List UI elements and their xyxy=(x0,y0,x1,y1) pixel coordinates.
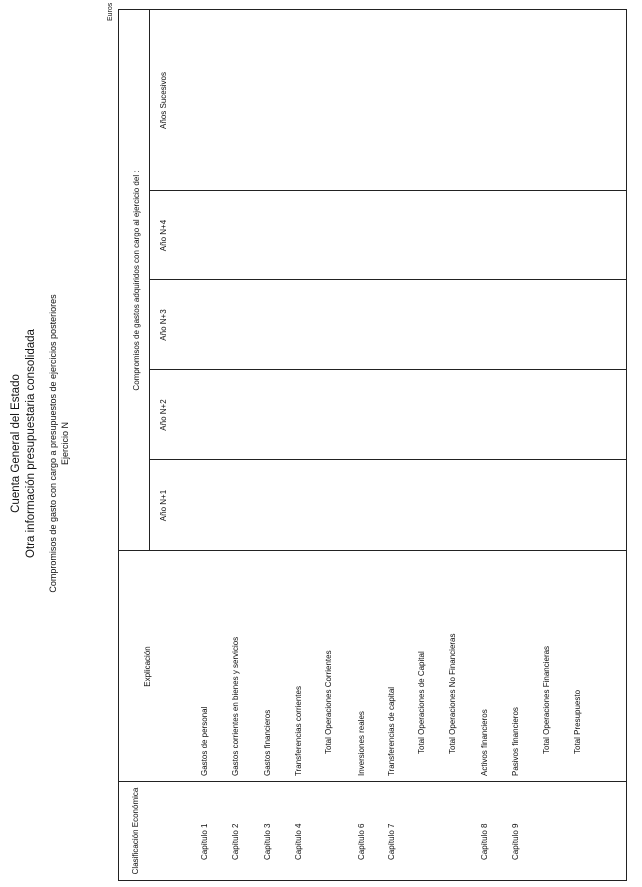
row-code: Capítulo 3 xyxy=(263,823,272,860)
header-explicacion: Explicación xyxy=(143,646,152,687)
row-label: Transferencias corrientes xyxy=(294,686,303,776)
header-year-n3: Año N+3 xyxy=(159,309,168,341)
group-header-line xyxy=(149,10,150,551)
commitments-table xyxy=(118,9,627,881)
col-divider-5 xyxy=(149,279,626,280)
row-label: Gastos corrientes en bienes y servicios xyxy=(231,636,240,776)
row-code: Capítulo 2 xyxy=(231,823,240,860)
row-label: Activos financieros xyxy=(480,709,489,776)
col-divider-4 xyxy=(149,369,626,370)
row-label: Total Operaciones Financieras xyxy=(542,645,551,754)
row-label: Total Operaciones Corrientes xyxy=(324,650,333,754)
row-code: Capítulo 4 xyxy=(294,823,303,860)
row-label: Total Operaciones de Capital xyxy=(417,651,426,754)
currency-label: Euros xyxy=(107,2,114,21)
row-label: Total Presupuesto xyxy=(573,689,582,754)
row-label: Total Operaciones No Financieras xyxy=(448,633,457,754)
header-year-n1: Año N+1 xyxy=(159,489,168,522)
row-label: Transferencias de capital xyxy=(387,686,396,776)
col-divider-1 xyxy=(119,781,626,782)
exercise-label: Ejercicio N xyxy=(60,422,70,466)
subtitle: Compromisos de gasto con cargo a presupuestos de ejercicios posteriores xyxy=(48,294,58,593)
row-code: Capítulo 6 xyxy=(357,823,366,860)
row-code: Capítulo 1 xyxy=(200,823,209,860)
row-label: Pasivos financieros xyxy=(511,707,520,776)
col-divider-6 xyxy=(149,190,626,191)
header-clasificacion: Clasificación Económica xyxy=(131,787,140,875)
row-label: Inversiones reales xyxy=(357,711,366,776)
title-secondary: Otra información presupuestaria consolidada xyxy=(25,329,37,558)
row-label: Gastos financieros xyxy=(263,709,272,776)
col-divider-3 xyxy=(149,459,626,460)
header-year-n2: Año N+2 xyxy=(159,399,168,431)
col-divider-2 xyxy=(119,550,626,551)
title-main: Cuenta General del Estado xyxy=(10,374,22,513)
row-label: Gastos de personal xyxy=(200,706,209,776)
row-code: Capítulo 7 xyxy=(387,823,396,860)
header-commitments-group: Compromisos de gastos adquiridos con cargo al ejercicio del : xyxy=(132,170,141,391)
header-year-n4: Año N+4 xyxy=(159,219,168,252)
row-code: Capítulo 9 xyxy=(511,823,520,860)
header-years-later: Años Sucesivos xyxy=(159,72,168,129)
row-code: Capítulo 8 xyxy=(480,823,489,860)
